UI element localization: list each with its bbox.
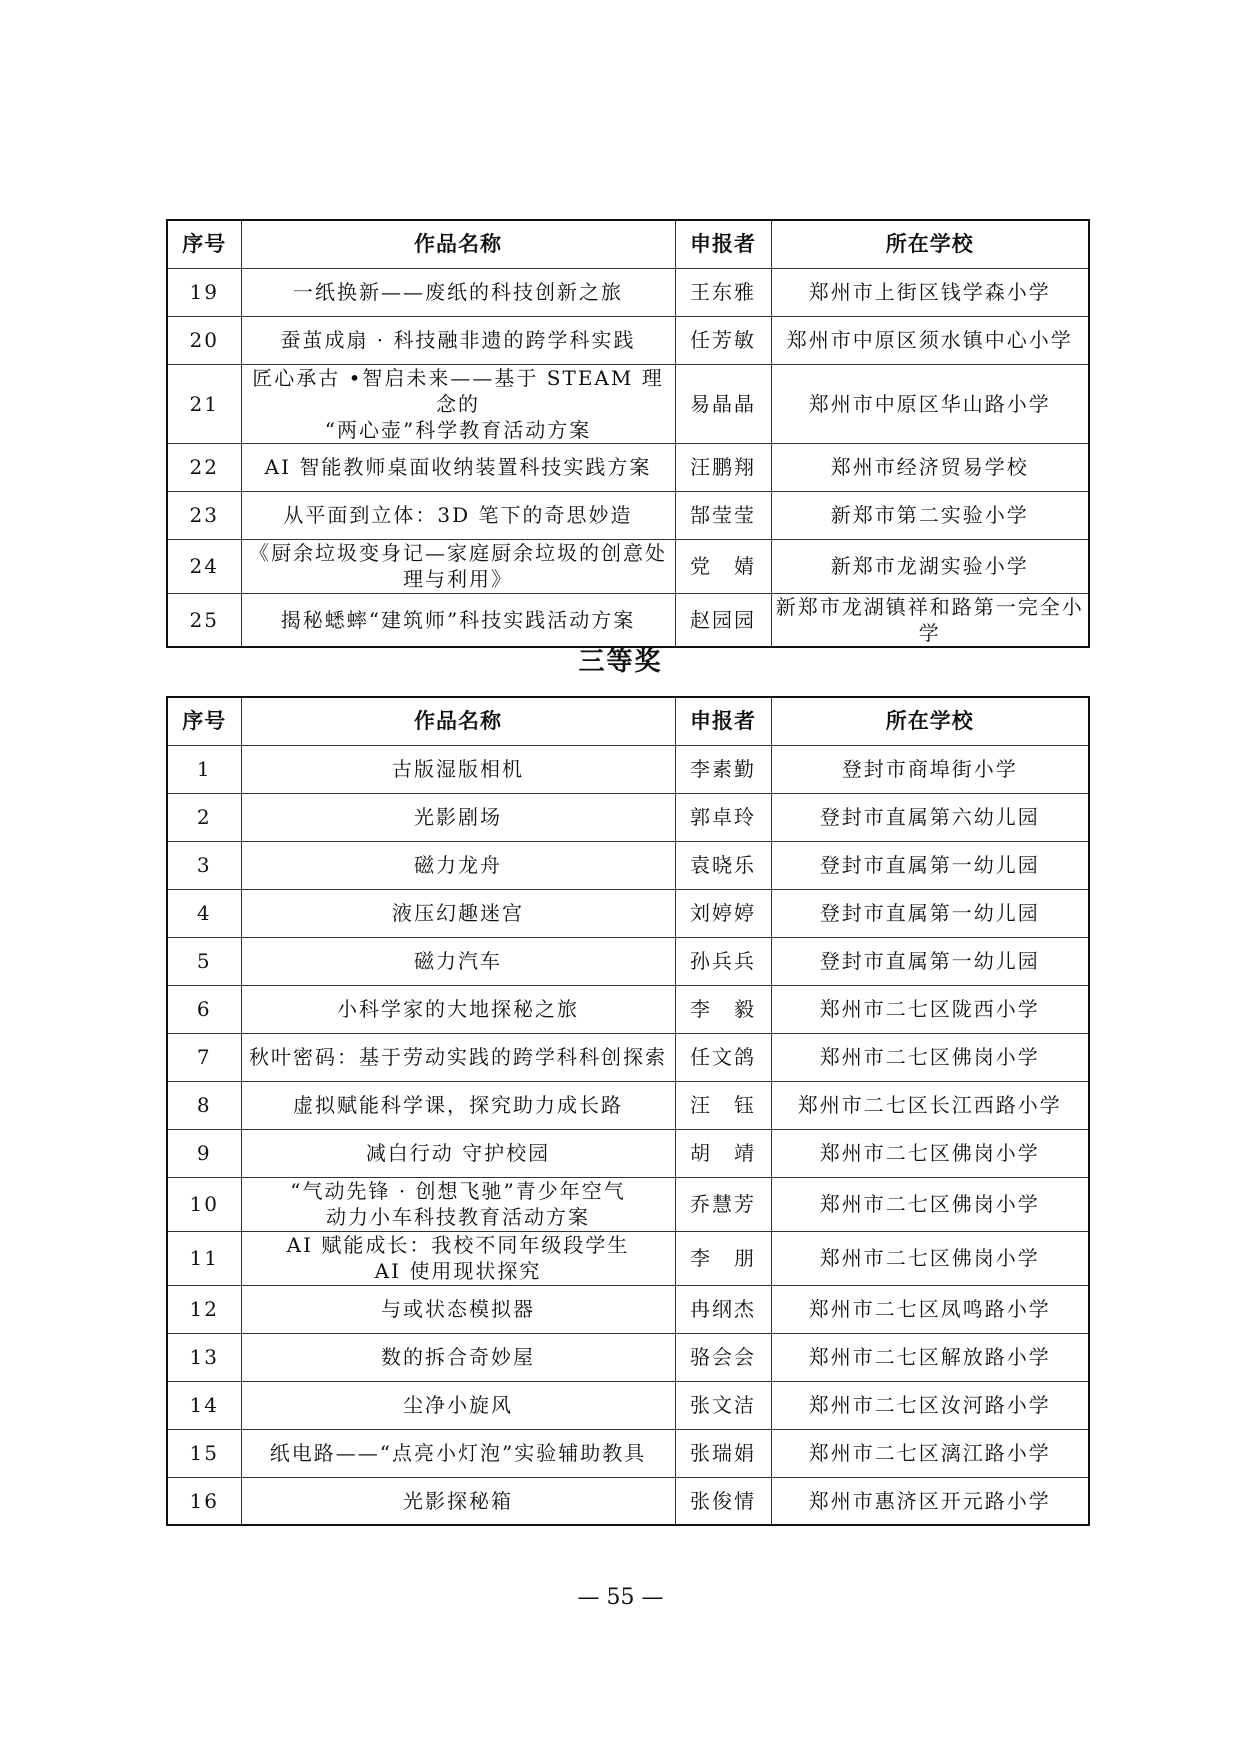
- cell-no: 13: [167, 1333, 241, 1381]
- title-line: 光影剧场: [414, 805, 502, 829]
- cell-school: 郑州市经济贸易学校: [771, 443, 1089, 491]
- award-table-third-prize: [166, 696, 1090, 1526]
- cell-school: 郑州市二七区佛岗小学: [771, 1129, 1089, 1177]
- cell-no: 12: [167, 1285, 241, 1333]
- section-title-third-prize: 三等奖: [578, 647, 663, 677]
- cell-author: 刘婷婷: [675, 889, 771, 937]
- cell-school: 登封市直属第一幼儿园: [771, 841, 1089, 889]
- cell-school: 郑州市二七区凤鸣路小学: [771, 1285, 1089, 1333]
- cell-school: 登封市直属第一幼儿园: [771, 937, 1089, 985]
- cell-no: 7: [167, 1033, 241, 1081]
- cell-school: 郑州市中原区华山路小学: [771, 364, 1089, 443]
- title-line: 磁力汽车: [414, 949, 502, 973]
- cell-author: 易晶晶: [675, 364, 771, 443]
- cell-no: 2: [167, 793, 241, 841]
- cell-no: 3: [167, 841, 241, 889]
- table-row: [167, 593, 1089, 647]
- title-line: 一纸换新——废纸的科技创新之旅: [293, 280, 623, 304]
- cell-school: 登封市直属第六幼儿园: [771, 793, 1089, 841]
- cell-title: [241, 985, 675, 1033]
- cell-no: 19: [167, 268, 241, 316]
- title-line: 液压幻趣迷宫: [392, 901, 524, 925]
- cell-no: 5: [167, 937, 241, 985]
- title-line: 纸电路——“点亮小灯泡”实验辅助教具: [269, 1441, 647, 1465]
- cell-no: 1: [167, 745, 241, 793]
- cell-author: 任文鸽: [675, 1033, 771, 1081]
- cell-school: 郑州市二七区解放路小学: [771, 1333, 1089, 1381]
- table-row: [167, 1285, 1089, 1333]
- title-line: 减白行动 守护校园: [365, 1141, 551, 1165]
- title-line: “两心壶”科学教育活动方案: [324, 417, 592, 442]
- cell-title: [241, 745, 675, 793]
- cell-author: 张俊情: [675, 1477, 771, 1525]
- cell-author: 赵园园: [675, 593, 771, 647]
- header-title: 作品名称: [241, 697, 675, 745]
- cell-title: [241, 316, 675, 364]
- cell-school: 郑州市二七区佛岗小学: [771, 1033, 1089, 1081]
- cell-no: 23: [167, 491, 241, 539]
- cell-school: 郑州市上街区钱学森小学: [771, 268, 1089, 316]
- title-line: 虚拟赋能科学课，探究助力成长路: [293, 1093, 623, 1117]
- cell-author: 张文洁: [675, 1381, 771, 1429]
- table-header-row: [167, 220, 1089, 268]
- table-row: [167, 841, 1089, 889]
- title-line: 动力小车科技教育活动方案: [326, 1205, 590, 1229]
- cell-school: 新郑市龙湖实验小学: [771, 539, 1089, 593]
- title-line: 与或状态模拟器: [381, 1297, 535, 1321]
- header-school: 所在学校: [771, 697, 1089, 745]
- cell-author: 王东雅: [675, 268, 771, 316]
- table-row: [167, 443, 1089, 491]
- cell-no: 22: [167, 443, 241, 491]
- cell-author: 郭卓玲: [675, 793, 771, 841]
- cell-title: [241, 268, 675, 316]
- cell-school: 郑州市中原区须水镇中心小学: [771, 316, 1089, 364]
- cell-author: 任芳敏: [675, 316, 771, 364]
- cell-school: 郑州市二七区陇西小学: [771, 985, 1089, 1033]
- title-line: 理与利用》: [403, 567, 513, 591]
- title-line: 尘净小旋风: [403, 1393, 513, 1417]
- cell-author: 李 朋: [675, 1231, 771, 1285]
- cell-title: [241, 443, 675, 491]
- cell-author: 党 婧: [675, 539, 771, 593]
- cell-no: 15: [167, 1429, 241, 1477]
- header-no: 序号: [167, 220, 241, 268]
- cell-title: [241, 1129, 675, 1177]
- title-line: AI 赋能成长：我校不同年级段学生: [286, 1233, 630, 1257]
- cell-author: 骆会会: [675, 1333, 771, 1381]
- title-line: AI 使用现状探究: [374, 1259, 542, 1283]
- cell-school: 郑州市二七区长江西路小学: [771, 1081, 1089, 1129]
- cell-no: 8: [167, 1081, 241, 1129]
- cell-no: 11: [167, 1231, 241, 1285]
- header-author: 申报者: [675, 220, 771, 268]
- cell-title: [241, 1033, 675, 1081]
- table-row: [167, 745, 1089, 793]
- table-row: [167, 985, 1089, 1033]
- cell-author: 汪鹏翔: [675, 443, 771, 491]
- title-line: 揭秘蟋蟀“建筑师”科技实践活动方案: [280, 607, 636, 632]
- table-row: [167, 1429, 1089, 1477]
- cell-no: 14: [167, 1381, 241, 1429]
- page-number: — 55 —: [577, 1585, 664, 1610]
- cell-no: 25: [167, 593, 241, 647]
- cell-no: 4: [167, 889, 241, 937]
- cell-title: [241, 793, 675, 841]
- cell-school: 新郑市龙湖镇祥和路第一完全小学: [771, 593, 1089, 647]
- cell-school: 郑州市二七区汝河路小学: [771, 1381, 1089, 1429]
- cell-title: [241, 1177, 675, 1231]
- title-line: 磁力龙舟: [414, 853, 502, 877]
- title-line: 光影探秘箱: [403, 1488, 513, 1513]
- table-row: [167, 1081, 1089, 1129]
- cell-title: [241, 364, 675, 443]
- cell-no: 24: [167, 539, 241, 593]
- cell-author: 孙兵兵: [675, 937, 771, 985]
- cell-title: [241, 539, 675, 593]
- title-line: 《厨余垃圾变身记—家庭厨余垃圾的创意处: [249, 541, 667, 565]
- table-row: [167, 491, 1089, 539]
- title-line: 数的拆合奇妙屋: [381, 1345, 535, 1369]
- cell-author: 李素勤: [675, 745, 771, 793]
- cell-no: 21: [167, 364, 241, 443]
- header-title: 作品名称: [241, 220, 675, 268]
- cell-author: 胡 靖: [675, 1129, 771, 1177]
- table-row: [167, 1231, 1089, 1285]
- header-author: 申报者: [675, 697, 771, 745]
- cell-school: 郑州市二七区漓江路小学: [771, 1429, 1089, 1477]
- cell-author: 李 毅: [675, 985, 771, 1033]
- cell-author: 郜莹莹: [675, 491, 771, 539]
- cell-title: [241, 491, 675, 539]
- table-row: [167, 1129, 1089, 1177]
- cell-title: [241, 1477, 675, 1525]
- cell-school: 登封市直属第一幼儿园: [771, 889, 1089, 937]
- cell-author: 张瑞娟: [675, 1429, 771, 1477]
- table-row: [167, 1033, 1089, 1081]
- cell-author: 冉纲杰: [675, 1285, 771, 1333]
- header-school: 所在学校: [771, 220, 1089, 268]
- cell-no: 16: [167, 1477, 241, 1525]
- cell-title: [241, 889, 675, 937]
- award-table-continued: [166, 219, 1090, 648]
- title-line: “气动先锋 · 创想飞驰”青少年空气: [290, 1179, 626, 1203]
- cell-school: 登封市商埠街小学: [771, 745, 1089, 793]
- cell-no: 6: [167, 985, 241, 1033]
- table-row: [167, 937, 1089, 985]
- table-row: [167, 1333, 1089, 1381]
- header-no: 序号: [167, 697, 241, 745]
- cell-no: 9: [167, 1129, 241, 1177]
- table-row: [167, 364, 1089, 443]
- title-line: 秋叶密码：基于劳动实践的跨学科科创探索: [249, 1045, 667, 1069]
- cell-title: [241, 1081, 675, 1129]
- cell-no: 10: [167, 1177, 241, 1231]
- table-row: [167, 1381, 1089, 1429]
- table-row: [167, 889, 1089, 937]
- cell-author: 汪 钰: [675, 1081, 771, 1129]
- table-row: [167, 316, 1089, 364]
- cell-title: [241, 937, 675, 985]
- table-row: [167, 1477, 1089, 1525]
- cell-no: 20: [167, 316, 241, 364]
- cell-title: [241, 1333, 675, 1381]
- cell-school: 郑州市二七区佛岗小学: [771, 1177, 1089, 1231]
- title-line: 蚕茧成扇 · 科技融非遗的跨学科实践: [280, 328, 636, 352]
- cell-title: [241, 1381, 675, 1429]
- table-row: [167, 268, 1089, 316]
- cell-author: 乔慧芳: [675, 1177, 771, 1231]
- cell-title: [241, 1285, 675, 1333]
- title-line: 小科学家的大地探秘之旅: [337, 997, 579, 1021]
- cell-title: [241, 593, 675, 647]
- table-row: [167, 793, 1089, 841]
- table-header-row: [167, 697, 1089, 745]
- title-line: 从平面到立体：3D 笔下的奇思妙造: [283, 503, 633, 527]
- title-line: 古版湿版相机: [392, 757, 524, 781]
- cell-school: 新郑市第二实验小学: [771, 491, 1089, 539]
- cell-school: 郑州市二七区佛岗小学: [771, 1231, 1089, 1285]
- cell-title: [241, 841, 675, 889]
- cell-title: [241, 1429, 675, 1477]
- title-line: AI 智能教师桌面收纳装置科技实践方案: [264, 455, 652, 479]
- cell-author: 袁晓乐: [675, 841, 771, 889]
- title-line: 匠心承古 •智启未来——基于 STEAM 理念的: [252, 365, 664, 416]
- cell-school: 郑州市惠济区开元路小学: [771, 1477, 1089, 1525]
- table-row: [167, 1177, 1089, 1231]
- table-row: [167, 539, 1089, 593]
- cell-title: [241, 1231, 675, 1285]
